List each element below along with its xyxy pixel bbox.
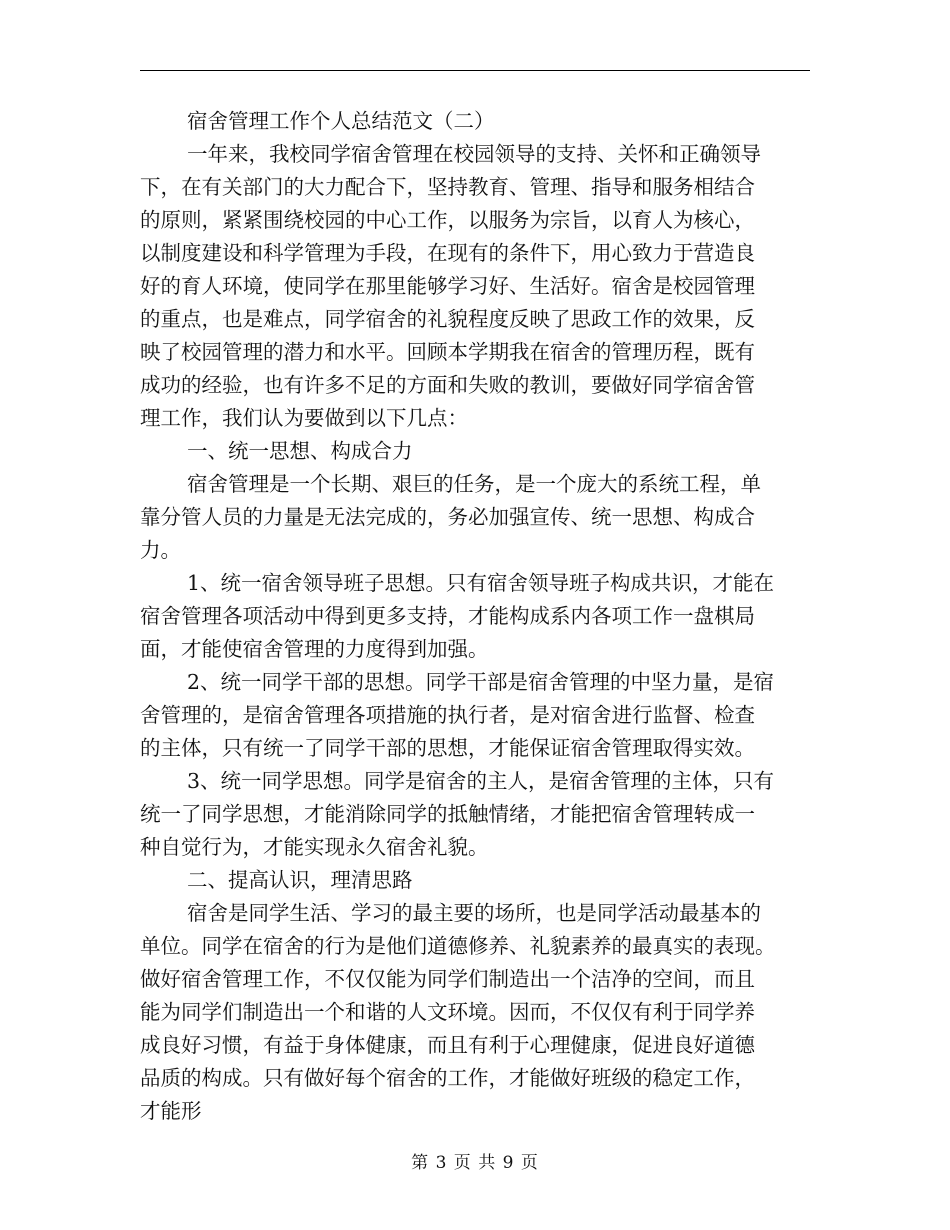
paragraph-line: 做好宿舍管理工作，不仅仅能为同学们制造出一个洁净的空间，而且 <box>140 967 755 991</box>
page-number: 第 3 页 共 9 页 <box>411 1153 539 1173</box>
paragraph-line: 好的育人环境，使同学在那里能够学习好、生活好。宿舍是校园管理 <box>140 274 755 298</box>
paragraph-line: 才能形 <box>140 1099 202 1123</box>
section-heading: 二、提高认识，理清思路 <box>187 868 413 892</box>
paragraph-line: 靠分管人员的力量是无法完成的，务必加强宣传、统一思想、构成合 <box>140 505 755 529</box>
paragraph-line: 宿舍管理是一个长期、艰巨的任务，是一个庞大的系统工程，单 <box>187 472 761 496</box>
paragraph-line: 的原则，紧紧围绕校园的中心工作，以服务为宗旨，以育人为核心， <box>140 208 755 232</box>
paragraph-line: 能为同学们制造出一个和谐的人文环境。因而，不仅仅有利于同学养 <box>140 1000 755 1024</box>
paragraph-line: 宿舍管理各项活动中得到更多支持，才能构成系内各项工作一盘棋局 <box>140 604 755 628</box>
document-title: 宿舍管理工作个人总结范文（二） <box>187 109 495 133</box>
paragraph-line: 成良好习惯，有益于身体健康，而且有利于心理健康，促进良好道德 <box>140 1033 755 1057</box>
paragraph-line: 的重点，也是难点，同学宿舍的礼貌程度反映了思政工作的效果，反 <box>140 307 755 331</box>
paragraph-line: 一年来，我校同学宿舍管理在校园领导的支持、关怀和正确领导 <box>187 142 761 166</box>
paragraph-line: 2、统一同学干部的思想。同学干部是宿舍管理的中坚力量，是宿 <box>187 670 775 694</box>
paragraph-line: 种自觉行为，才能实现永久宿舍礼貌。 <box>140 835 489 859</box>
paragraph-line: 以制度建设和科学管理为手段，在现有的条件下，用心致力于营造良 <box>140 241 755 265</box>
paragraph-line: 单位。同学在宿舍的行为是他们道德修养、礼貌素养的最真实的表现。 <box>140 934 776 958</box>
paragraph-line: 下，在有关部门的大力配合下，坚持教育、管理、指导和服务相结合 <box>140 175 755 199</box>
paragraph-line: 品质的构成。只有做好每个宿舍的工作，才能做好班级的稳定工作， <box>140 1066 755 1090</box>
paragraph-line: 理工作，我们认为要做到以下几点： <box>140 406 468 430</box>
section-heading: 一、统一思想、构成合力 <box>187 439 413 463</box>
paragraph-line: 1、统一宿舍领导班子思想。只有宿舍领导班子构成共识，才能在 <box>187 571 775 595</box>
paragraph-line: 力。 <box>140 538 181 562</box>
paragraph-line: 面，才能使宿舍管理的力度得到加强。 <box>140 637 489 661</box>
document-body <box>140 105 810 1128</box>
paragraph-line: 的主体，只有统一了同学干部的思想，才能保证宿舍管理取得实效。 <box>140 736 755 760</box>
paragraph-line: 3、统一同学思想。同学是宿舍的主人，是宿舍管理的主体，只有 <box>187 769 775 793</box>
paragraph-line: 映了校园管理的潜力和水平。回顾本学期我在宿舍的管理历程，既有 <box>140 340 755 364</box>
paragraph-line: 统一了同学思想，才能消除同学的抵触情绪，才能把宿舍管理转成一 <box>140 802 755 826</box>
paragraph-line: 成功的经验，也有许多不足的方面和失败的教训，要做好同学宿舍管 <box>140 373 755 397</box>
header-rule <box>140 70 810 71</box>
paragraph-line: 舍管理的，是宿舍管理各项措施的执行者，是对宿舍进行监督、检查 <box>140 703 755 727</box>
paragraph-line: 宿舍是同学生活、学习的最主要的场所，也是同学活动最基本的 <box>187 901 761 925</box>
